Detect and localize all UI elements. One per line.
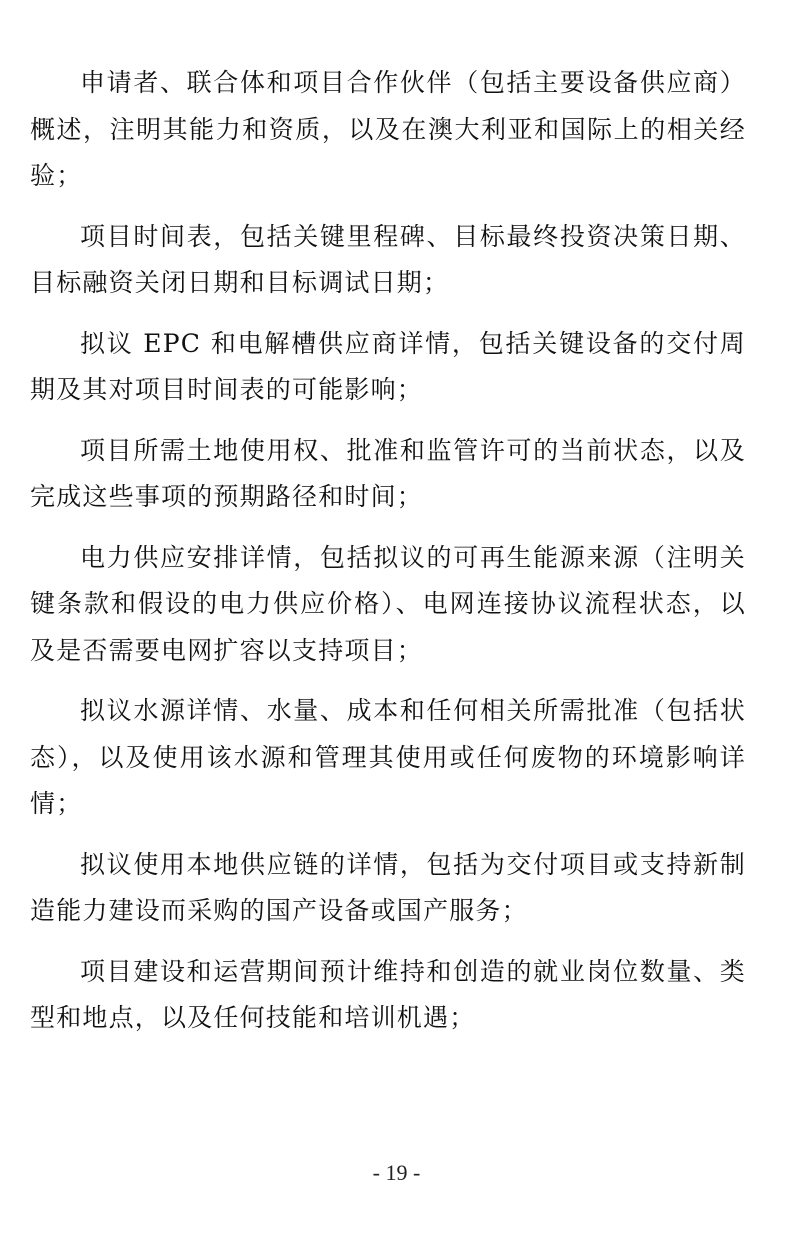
paragraph-water-source: 拟议水源详情、水量、成本和任何相关所需批准（包括状态），以及使用该水源和管理其使用或任何废物的环境影响详情；: [30, 696, 746, 818]
paragraph-epc-electrolyser: 拟议 EPC 和电解槽供应商详情，包括关键设备的交付周期及其对项目时间表的可能影响；: [30, 328, 746, 404]
page-number: - 19 -: [372, 1160, 421, 1185]
paragraph-power-supply: 电力供应安排详情，包括拟议的可再生能源来源（注明关键条款和假设的电力供应价格）、电网连接协议流程状态，以及是否需要电网扩容以支持项目；: [30, 542, 746, 665]
paragraph-local-supply-chain: 拟议使用本地供应链的详情，包括为交付项目或支持新制造能力建设而采购的国产设备或国产服务；: [30, 849, 746, 925]
paragraph-project-timeline: 项目时间表，包括关键里程碑、目标最终投资决策日期、目标融资关闭日期和目标调试日期；: [30, 221, 746, 297]
paragraph-applicant-overview: 申请者、联合体和项目合作伙伴（包括主要设备供应商）概述，注明其能力和资质，以及在澳大利亚和国际上的相关经验；: [30, 68, 746, 190]
paragraph-land-approvals: 项目所需土地使用权、批准和监管许可的当前状态，以及完成这些事项的预期路径和时间；: [30, 435, 746, 511]
paragraph-jobs: 项目建设和运营期间预计维持和创造的就业岗位数量、类型和地点，以及任何技能和培训机遇；: [30, 956, 746, 1032]
document-body: [30, 60, 746, 1056]
